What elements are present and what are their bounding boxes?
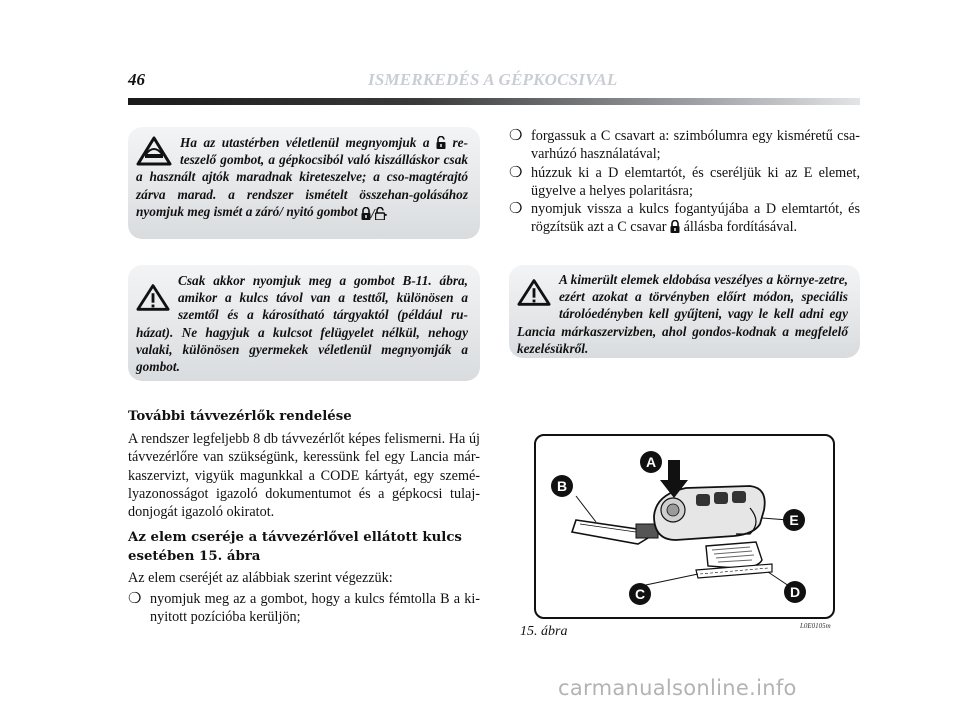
warning-triangle-icon: [136, 136, 172, 166]
bullet-icon: ❍: [509, 201, 523, 218]
heading-remotes: További távvezérlők rendelése: [128, 409, 352, 424]
section-title: ISMERKEDÉS A GÉPKOCSIVAL: [368, 70, 618, 89]
lock-icon: [670, 220, 680, 233]
lock-unlock-icons: /: [361, 205, 385, 222]
step-text: állásba fordításával.: [680, 219, 798, 236]
bullet-icon: ❍: [128, 591, 142, 607]
watermark: carmanualsonline.info: [558, 676, 797, 700]
key-illustration: [536, 436, 833, 617]
page-number: 46: [128, 70, 145, 89]
warning-triangle-icon: [136, 280, 170, 314]
warning-triangle-icon: [517, 275, 551, 309]
bullet-icon: ❍: [509, 128, 523, 144]
warning-text: Csak akkor nyomjuk meg a gombot B-11. ábra, amikor a kulcs távol van a testtől, különösen a szemtől és a károsítható tárgyaktól (például ru-házat). Ne hagyjuk a kulcsot felügyelet nélkül, nehogy valaki, különösen gyermekek véletlenül megnyomják a gombot.: [136, 273, 468, 375]
figure-caption: 15. ábra: [520, 624, 568, 639]
heading-battery: Az elem cseréje a távvezérlővel ellátott kulcs esetében 15. ábra: [128, 530, 462, 564]
warning-box-unlock: [128, 127, 480, 239]
lock-icon: [361, 207, 371, 220]
steps-list-left: [128, 590, 480, 627]
warning-text: [136, 134, 468, 222]
step-text: nyomjuk meg az a gombot, hogy a kulcs fémtolla B a ki-nyitott pozícióba kerüljön;: [150, 591, 480, 626]
list-item: [509, 127, 860, 164]
callout-e: E: [789, 512, 799, 528]
steps-list-right: [509, 127, 860, 237]
warning-box-button: [128, 265, 480, 381]
callout-b: B: [556, 478, 568, 494]
list-item: [509, 200, 860, 237]
step-text: forgassuk a C csavart a: szimbólumra egy kisméretű csa-varhúzó használatával;: [531, 128, 860, 163]
list-item: [509, 164, 860, 201]
step-text: nyomjuk vissza a kulcs fogantyújába a D elemtartót, és rögzítsük azt a C csavar: [531, 201, 860, 236]
warning-text: A kimerült elemek eldobása veszélyes a környe-zetre, ezért azokat a törvényben előírt módon, speciális tárolóedényben kell gyűjteni, vagy le kell adni egy Lancia márkaszervizben, ahol gondos-kodnak a megfelelő kezelésükről.: [517, 272, 848, 356]
warning-text-part: .: [384, 203, 388, 219]
figure-frame: [534, 434, 835, 619]
warning-box-battery: [509, 265, 860, 358]
step-text: húzzuk ki a D elemtartót, és cseréljük ki az E elemet, ügyelve a helyes polaritásra;: [531, 164, 860, 199]
warning-text-part: Ha az utastérben véletlenül megnyomjuk a: [180, 135, 437, 150]
callout-d: D: [789, 584, 801, 600]
unlock-icon: [375, 207, 385, 220]
bullet-icon: ❍: [509, 164, 523, 181]
header-rule: [128, 98, 860, 105]
list-item: [128, 590, 480, 627]
battery-intro: Az elem cseréjét az alábbiak szerint végezzük:: [128, 570, 393, 586]
warning-text-part: re-teszelő gombot, a gépkocsiból való kiszálláskor csak a használt ajtók maradnak kireteszelve; a cso-magtérajtó zárva marad. a rendszer ismételt összehan-golásához nyomjuk meg ismét a záró/ nyitó gombot: [136, 135, 468, 219]
figure-code: L0E0105m: [800, 622, 831, 630]
unlock-icon: [436, 136, 446, 149]
callout-c: C: [634, 586, 646, 602]
remotes-body: A rendszer legfeljebb 8 db távvezérlőt képes felismerni. Ha új távvezérlőre van szükségünk, keressünk fel egy Lancia már-kaszervizt, vigyük magunkkal a CODE kártyát, egy szemé-lyazonosságot igazoló dokumentumot és a gépkocsi tulaj-donjogát igazoló okiratot.: [128, 431, 480, 521]
callout-a: A: [645, 454, 657, 470]
